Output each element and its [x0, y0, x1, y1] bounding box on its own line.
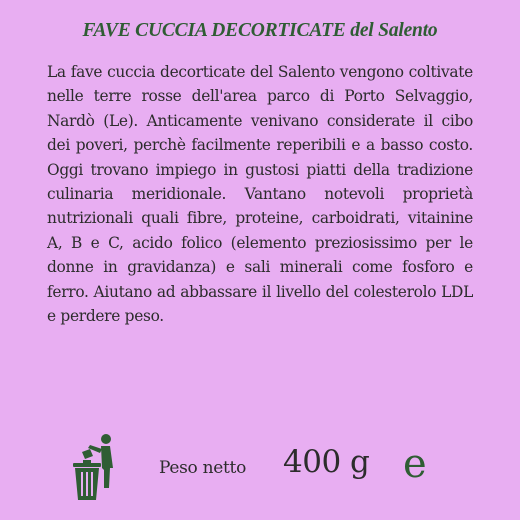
- product-title: FAVE CUCCIA DECORTICATE del Salento: [82, 20, 438, 41]
- net-weight-label: Peso netto: [159, 458, 247, 478]
- product-description: La fave cuccia decorticate del Salento vengono coltivate nelle terre rosse dell'area parco di Porto Selvaggio, Nardò (Le). Anticamente venivano considerate il cibo dei poveri, perchè facilmente reperibili e a basso costo. Oggi trovano impiego in gustosi piatti della tradizione culinaria meridionale. Vantano notevoli proprietà nutrizionali quali fibre, proteine, carboidrati, vitainine A, B e C, acido folico (elemento preziosissimo per le donne in gravidanza) e sali minerali come fosforo e ferro. Aiutano ad abbassare il livello del colesterolo LDL e perdere peso.: [47, 63, 473, 326]
- label-footer: [0, 428, 520, 508]
- estimated-sign-icon: e: [403, 441, 427, 487]
- net-weight-value: 400 g: [283, 444, 370, 480]
- trash-bin-icon: [70, 432, 120, 502]
